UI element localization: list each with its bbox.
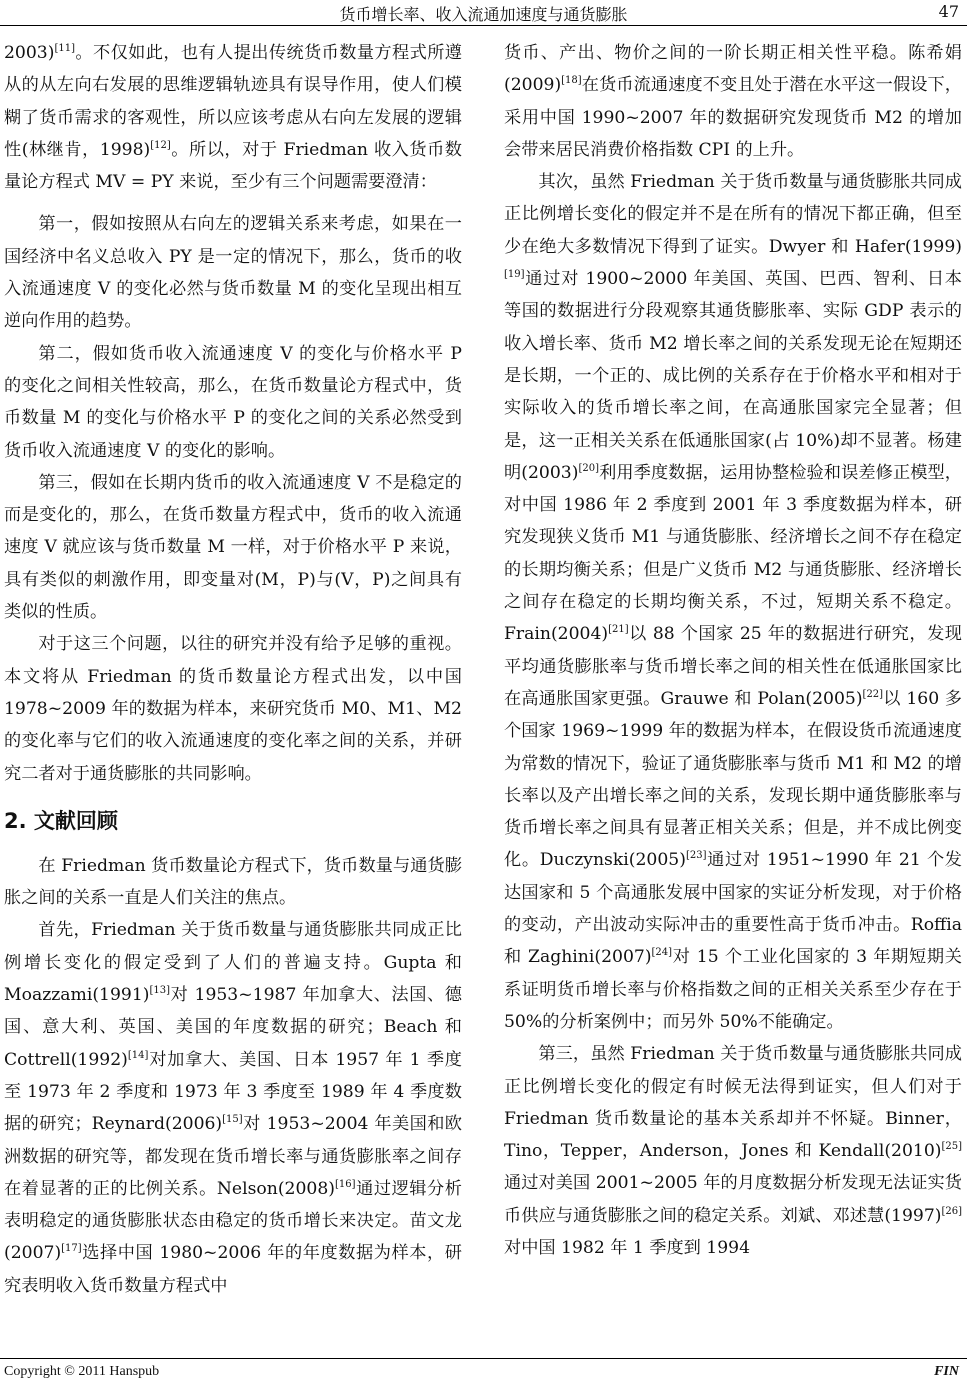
citation-ref: [20] — [578, 462, 599, 474]
page-footer — [0, 1358, 967, 1386]
paragraph: 2003)[11]。不仅如此，也有人提出传统货币数量方程式所遵从的从左向右发展的思维逻辑轨迹具有误导作用，使人们模糊了货币需求的客观性，所以应该考虑从右向左发展的逻辑性(林继肯，1998)[12]。所以，对于 Friedman 收入货币数量论方程式 MV = PY 来说，至少有三个问题需要澄清： — [4, 43, 462, 193]
citation-ref: [11] — [54, 43, 75, 54]
paragraph: 第一，假如按照从右向左的逻辑关系来考虑，如果在一国经济中名义总收入 PY 是一定的情况下，那么，货币的收入流通速度 V 的变化必然与货币数量 M 的变化呈现出相互逆向作用的趋势。 — [4, 214, 462, 332]
footer-rule — [0, 1358, 967, 1359]
section-heading: 2. 文献回顾 — [4, 808, 118, 833]
citation-ref: [22] — [862, 688, 884, 700]
paragraph: 第二，假如货币收入流通速度 V 的变化与价格水平 P 的变化之间相关性较高，那么，在货币数量论方程式中，货币数量 M 的变化与价格水平 P 的变化之间的关系必然受到货币收入流通速度 V 的变化的影响。 — [4, 343, 462, 461]
citation-ref: [26] — [941, 1205, 962, 1217]
citation-ref: [24] — [651, 947, 673, 959]
page-header — [0, 0, 967, 26]
paragraph: 对于这三个问题，以往的研究并没有给予足够的重视。本文将从 Friedman 的货币数量论方程式出发，以中国 1978~2009 年的数据为样本，来研究货币 M0、M1、M2 的变化率与它们的收入流通速度的变化率之间的关系，并研究二者对于通货膨胀的共同影响。 — [4, 634, 462, 784]
citation-ref: [13] — [149, 985, 171, 997]
page-number: 47 — [938, 2, 959, 21]
citation-ref: [16] — [335, 1178, 356, 1190]
copyright: Copyright © 2011 Hanspub — [4, 1364, 160, 1379]
citation-ref: [18] — [561, 75, 582, 87]
right-column — [504, 37, 962, 1264]
citation-ref: [25] — [941, 1141, 962, 1153]
paragraph: 第三，假如在长期内货币的收入流通速度 V 不是稳定的而是变化的，那么，在货币数量方程式中，货币的收入流通速度 V 就应该与货币数量 M 一样，对于价格水平 P 来说，具有类似的刺激作用，即变量对(M，P)与(V，P)之间具有类似的性质。 — [4, 472, 462, 623]
running-title: 货币增长率、收入流通加速度与通货膨胀 — [339, 5, 628, 24]
citation-ref: [21] — [608, 624, 629, 636]
journal-abbrev: FIN — [934, 1364, 959, 1379]
header-rule — [0, 25, 967, 26]
citation-ref: [14] — [127, 1049, 149, 1061]
paragraph: 在 Friedman 货币数量论方程式下，货币数量与通货膨胀之间的关系一直是人们关注的焦点。 — [4, 855, 462, 909]
citation-ref: [17] — [61, 1243, 82, 1255]
left-column — [4, 37, 462, 1302]
citation-ref: [23] — [685, 850, 707, 862]
paragraph: 首先，Friedman 关于货币数量与通货膨胀共同成正比例增长变化的假定受到了人们的普遍支持。Gupta 和 Moazzami(1991)[13]对 1953~1987 年加拿大、法国、德国、意大利、英国、美国的年度数据的研究；Beach 和 Cottrell(1992)[14]对加拿大、美国、日本 1957 年 1 季度至 1973 年 2 季度和 1973 年 3 季度至 1989 年 4 季度数据的研究；Reynard(2006)[15]对 1953~2004 年美国和欧洲数据的研究等，都发现在货币增长率与通货膨胀率之间存在着显著的正的比例关系。Nelson(2008)[16]通过逻辑分析表明稳定的通货膨胀状态由稳定的货币增长来决定。苗文龙(2007)[17]选择中国 1980~2006 年的年度数据为样本，研究表明收入货币数量方程式中 — [4, 920, 462, 1296]
paragraph: 货币、产出、物价之间的一阶长期正相关性平稳。陈希娟(2009)[18]在货币流通速度不变且处于潜在水平这一假设下，采用中国 1990~2007 年的数据研究发现货币 M2 的增加会带来居民消费价格指数 CPI 的上升。 — [504, 43, 962, 160]
citation-ref: [12] — [150, 139, 171, 151]
citation-ref: [15] — [222, 1114, 243, 1126]
paragraph: 其次，虽然 Friedman 关于货币数量与通货膨胀共同成正比例增长变化的假定并不是在所有的情况下都正确，但至少在绝大多数情况下得到了证实。Dwyer 和 Hafer(1999)[19]通过对 1900~2000 年美国、英国、巴西、智利、日本等国的数据进行分段观察其通货膨胀率、实际 GDP 表示的收入增长率、货币 M2 增长率之间的关系发现无论在短期还是长期，一个正的、成比例的关系存在于价格水平和相对于实际收入的货币增长率之间，在高通胀国家完全显著；但是，这一正相关关系在低通胀国家(占 10%)却不显著。杨建明(2003)[20]利用季度数据，运用协整检验和误差修正模型，对中国 1986 年 2 季度到 2001 年 3 季度数据为样本，研究发现狭义货币 M1 与通货膨胀、经济增长之间不存在稳定的长期均衡关系；但是广义货币 M2 与通货膨胀、经济增长之间存在稳定的长期均衡关系，不过，短期关系不稳定。Frain(2004)[21]以 88 个国家 25 年的数据进行研究，发现平均通货膨胀率与货币增长率之间的相关性在低通胀国家比在高通胀国家更强。Grauwe 和 Polan(2005)[22]以 160 多个国家 1969~1999 年的数据为样本，在假设货币流通速度为常数的情况下，验证了通货膨胀率与货币 M1 和 M2 的增长率以及产出增长率之间的关系，发现长期中通货膨胀率与货币增长率之间具有显著正相关关系；但是，并不成比例变化。Duczynski(2005)[23]通过对 1951~1990 年 21 个发达国家和 5 个高通胀发展中国家的实证分析发现，对于价格的变动，产出波动实际冲击的重要性高于货币冲击。Roffia 和 Zaghini(2007)[24]对 15 个工业化国家的 3 年期短期关系证明货币增长率与价格指数之间的正相关关系至少存在于 50%的分析案例中；而另外 50%不能确定。 — [504, 172, 962, 1032]
paragraph: 第三，虽然 Friedman 关于货币数量与通货膨胀共同成正比例增长变化的假定有时候无法得到证实，但人们对于 Friedman 货币数量论的基本关系却并不怀疑。Binner，Tino，Tepper，Anderson，Jones 和 Kendall(2010)[25]通过对美国 2001~2005 年的月度数据分析发现无法证实货币供应与通货膨胀之间的稳定关系。刘斌、邓述慧(1997)[26]对中国 1982 年 1 季度到 1994 — [504, 1044, 962, 1258]
citation-ref: [19] — [504, 269, 525, 281]
